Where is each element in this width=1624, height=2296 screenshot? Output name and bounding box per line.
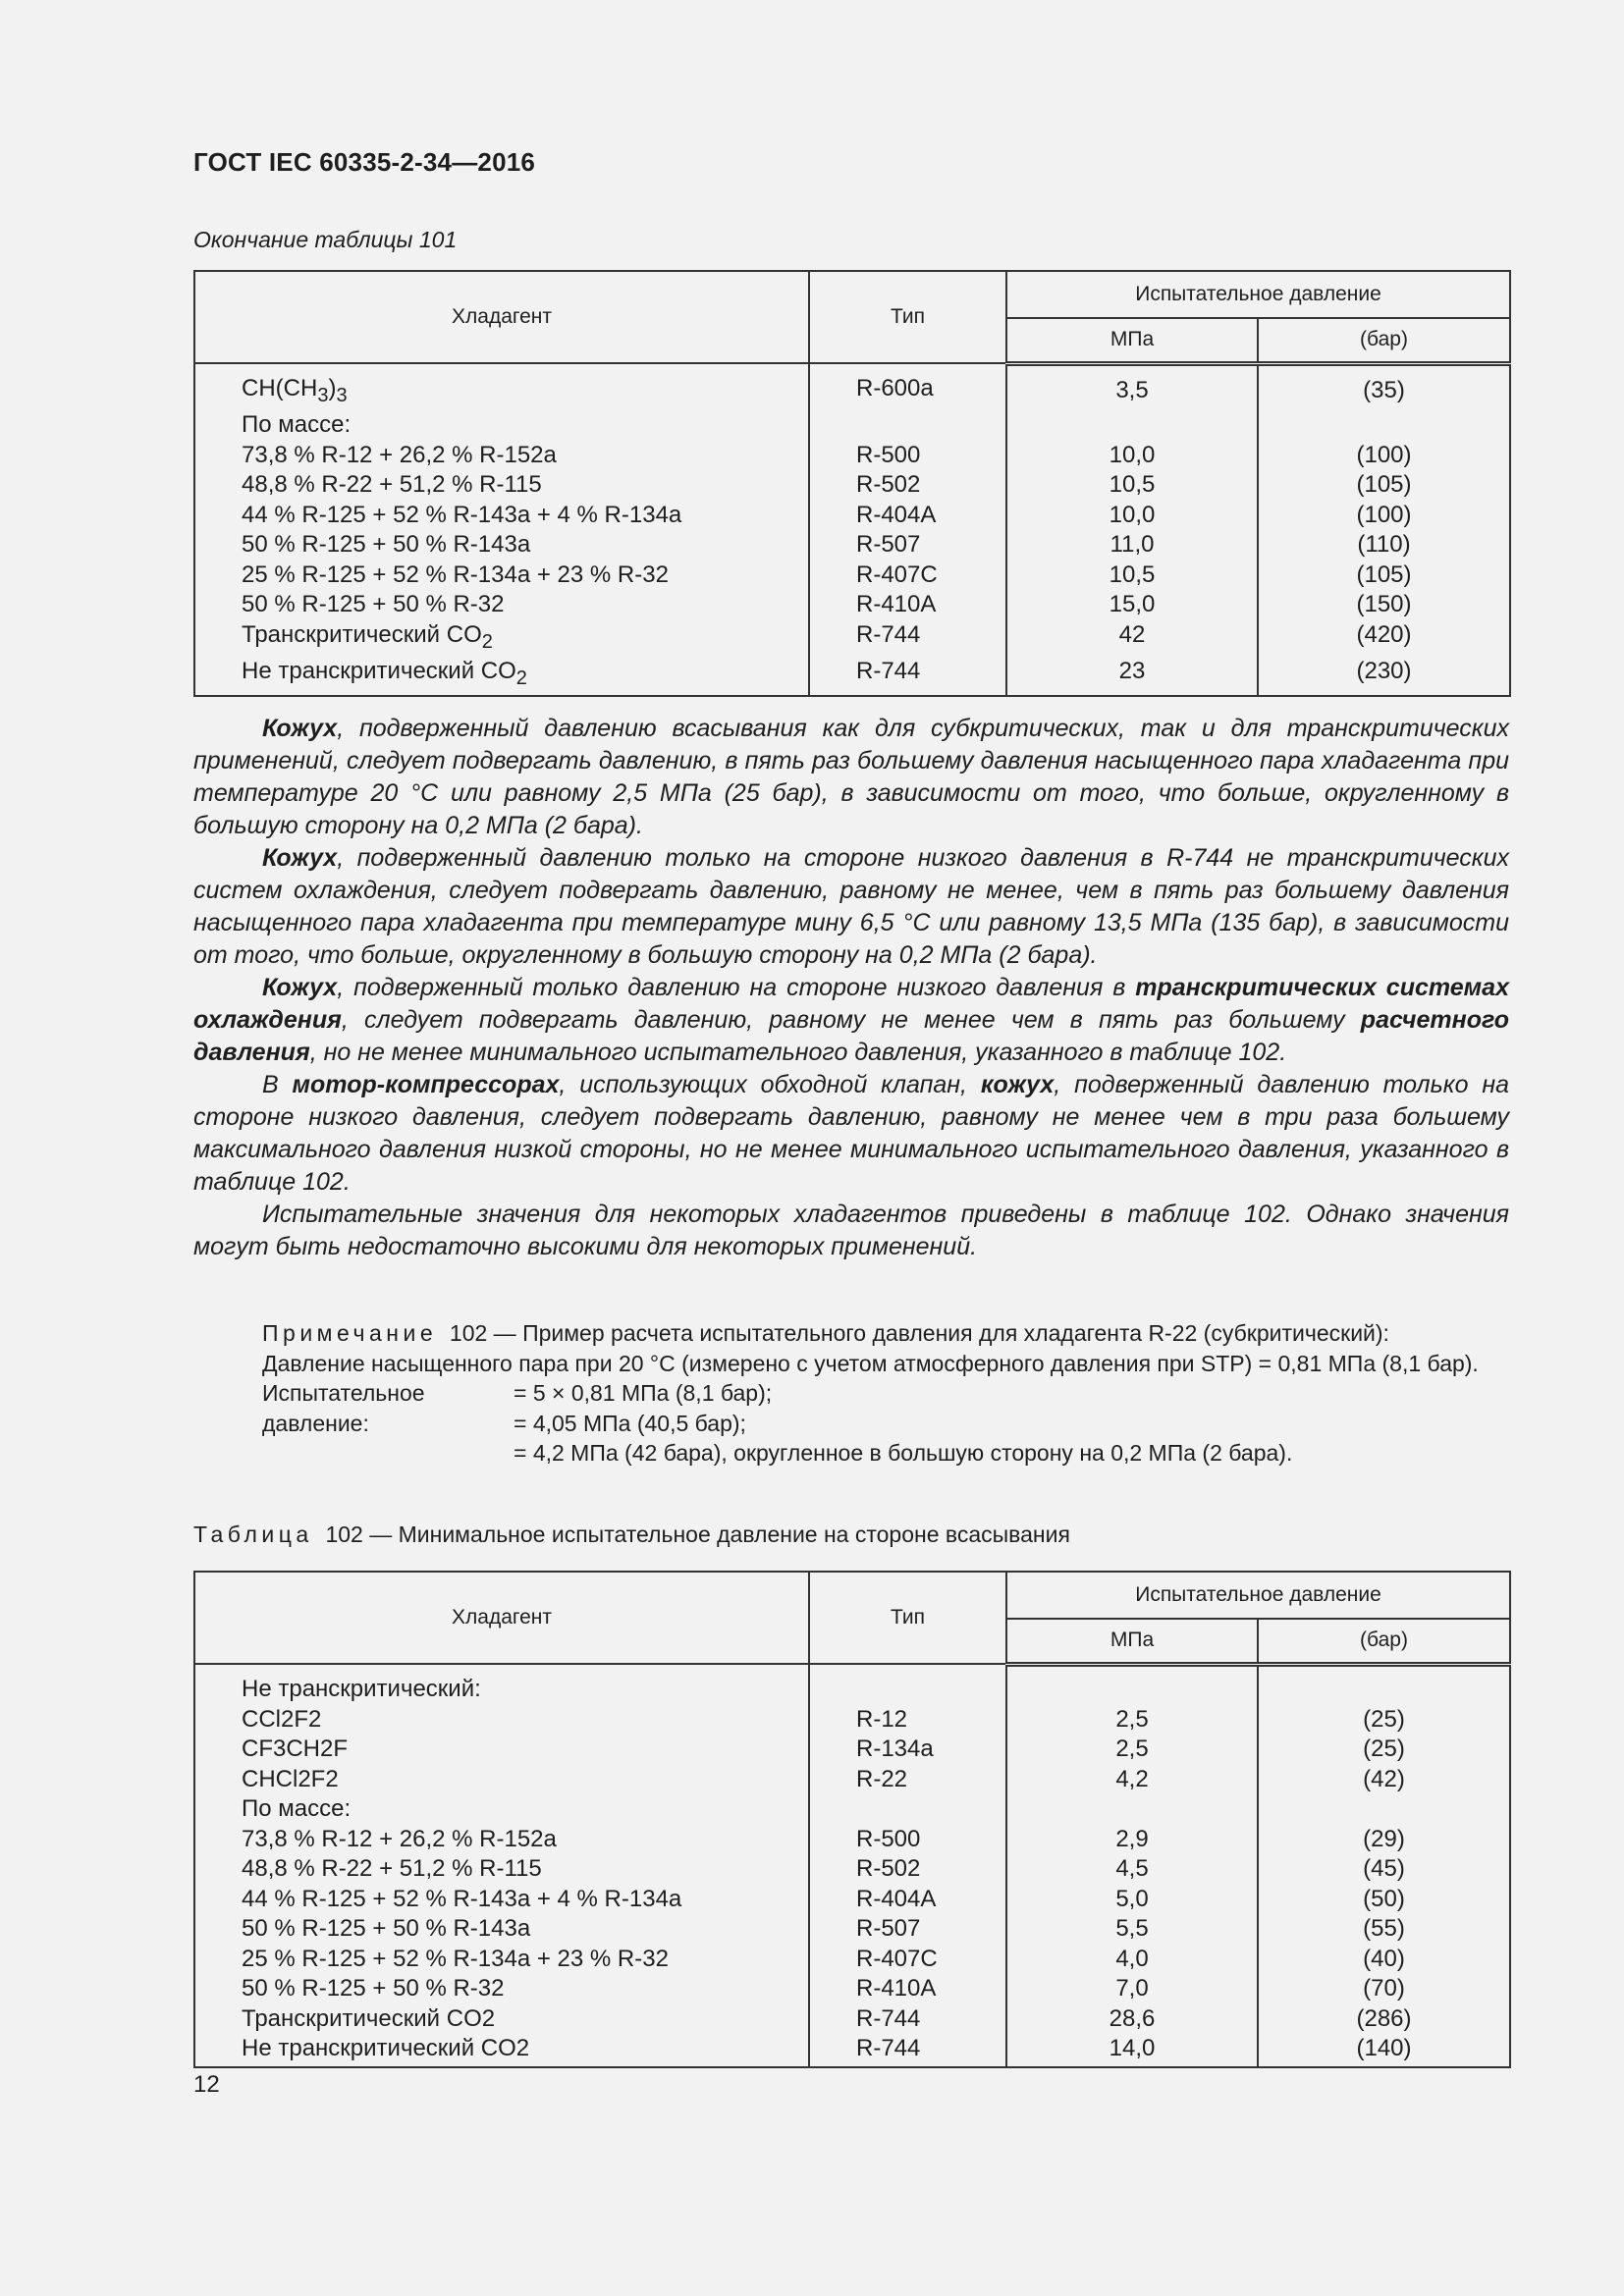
table-row	[194, 501, 1510, 531]
mpa-cell: 3,5	[1006, 363, 1258, 410]
table-101-continuation	[193, 270, 1511, 697]
table-row	[194, 363, 1510, 410]
refrigerant-cell: 48,8 % R-22 + 51,2 % R-115	[194, 1854, 809, 1885]
mpa-cell: 10,5	[1006, 470, 1258, 501]
table-row	[194, 1974, 1510, 2004]
refrigerant-cell: 44 % R-125 + 52 % R-143a + 4 % R-134a	[194, 1885, 809, 1915]
mpa-cell: 11,0	[1006, 530, 1258, 561]
mpa-cell	[1006, 1794, 1258, 1825]
refrigerant-cell: Не транскритический:	[194, 1664, 809, 1705]
refrigerant-cell: Не транскритический $CO_2$	[194, 657, 809, 696]
body-paragraph: Кожух, подверженный только давлению на стороне низкого давления в транскритических системах охлаждения, следует подвергать давлению, равному не менее чем в пять раз большему расчетного давления, но не менее минимального испытательного давления, указанного в таблице 102.	[193, 974, 1509, 1066]
table-row	[194, 1945, 1510, 1975]
mpa-cell: 4,5	[1006, 1854, 1258, 1885]
bar-cell: (420)	[1258, 620, 1510, 657]
mpa-cell: 23	[1006, 657, 1258, 696]
table-row	[194, 1885, 1510, 1915]
table-row	[194, 1854, 1510, 1885]
refrigerant-cell: 48,8 % R-22 + 51,2 % R-115	[194, 470, 809, 501]
calc-line: = 4,2 МПа (42 бара), округленное в большую сторону на 0,2 МПа (2 бара).	[514, 1440, 1293, 1466]
bar-cell: (25)	[1258, 1735, 1510, 1765]
type-cell: R-500	[809, 441, 1006, 471]
table-row	[194, 470, 1510, 501]
mpa-cell: 28,6	[1006, 2004, 1258, 2035]
calc-lines	[514, 1378, 1292, 1468]
refrigerant-cell: Транскритический CO2	[194, 2004, 809, 2035]
bar-cell: (286)	[1258, 2004, 1510, 2035]
header-mpa: МПа	[1006, 318, 1258, 363]
refrigerant-cell: CF3CH2F	[194, 1735, 809, 1765]
table-row	[194, 2034, 1510, 2067]
bar-cell: (55)	[1258, 1914, 1510, 1945]
refrigerant-cell: 73,8 % R-12 + 26,2 % R-152a	[194, 1825, 809, 1855]
type-cell: R-407C	[809, 1945, 1006, 1975]
refrigerant-cell: Транскритический $CO_2$	[194, 620, 809, 657]
type-cell: R-744	[809, 657, 1006, 696]
bar-cell: (42)	[1258, 1765, 1510, 1795]
calc-line: = 5 × 0,81 МПа (8,1 бар);	[514, 1380, 773, 1406]
type-cell	[809, 1794, 1006, 1825]
type-cell: R-600a	[809, 363, 1006, 410]
refrigerant-cell: Не транскритический CO2	[194, 2034, 809, 2067]
note-line2: Давление насыщенного пара при 20 °С (измерено с учетом атмосферного давления при STP) = 0,81 МПа (8,1 бар).	[262, 1350, 1479, 1376]
type-cell: R-507	[809, 530, 1006, 561]
table1-caption: Окончание таблицы 101	[193, 227, 458, 252]
refrigerant-cell: 50 % R-125 + 50 % R-143a	[194, 1914, 809, 1945]
mpa-cell	[1006, 1664, 1258, 1705]
mpa-cell: 10,0	[1006, 501, 1258, 531]
bar-cell: (150)	[1258, 590, 1510, 620]
type-cell	[809, 1664, 1006, 1705]
table2-body	[194, 1664, 1510, 2067]
type-cell: R-22	[809, 1765, 1006, 1795]
mpa-cell: 2,9	[1006, 1825, 1258, 1855]
type-cell: R-404A	[809, 1885, 1006, 1915]
table-row	[194, 441, 1510, 471]
table-102	[193, 1571, 1511, 2068]
body-paragraph: Кожух, подверженный давлению всасывания как для субкритических, так и для транскритических применений, следует подвергать давлению, в пять раз большему давления насыщенного пара хладагента при температуре 20 °С или равному 2,5 МПа (25 бар), в зависимости от того, что больше, округленному в большую сторону на 0,2 МПа (2 бара).	[193, 715, 1509, 839]
header-mpa: МПа	[1006, 1619, 1258, 1664]
header-test-pressure: Испытательное давление	[1006, 271, 1510, 318]
table-row	[194, 1735, 1510, 1765]
body-paragraph: Кожух, подверженный давлению только на стороне низкого давления в R-744 не транскритических систем охлаждения, следует подвергать давлению, равному не менее, чем в пять раз большему давления насыщенного пара хладагента при температуре мину 6,5 °С или равному 13,5 МПа (135 бар), в зависимости от того, что больше, округленному в большую сторону на 0,2 МПа (2 бара).	[193, 844, 1509, 969]
bar-cell: (100)	[1258, 441, 1510, 471]
table-row	[194, 410, 1510, 441]
type-cell: R-744	[809, 620, 1006, 657]
bar-cell: (40)	[1258, 1945, 1510, 1975]
header-bar: (бар)	[1258, 1619, 1510, 1664]
table-row	[194, 1914, 1510, 1945]
header-bar: (бар)	[1258, 318, 1510, 363]
table2-caption	[193, 1522, 1070, 1548]
refrigerant-cell: CCl2F2	[194, 1705, 809, 1735]
mpa-cell: 5,5	[1006, 1914, 1258, 1945]
refrigerant-cell: 25 % R-125 + 52 % R-134a + 23 % R-32	[194, 1945, 809, 1975]
mpa-cell: 42	[1006, 620, 1258, 657]
table-row	[194, 530, 1510, 561]
mpa-cell: 10,5	[1006, 561, 1258, 591]
type-cell: R-502	[809, 1854, 1006, 1885]
bar-cell	[1258, 410, 1510, 441]
mpa-cell	[1006, 410, 1258, 441]
bar-cell: (35)	[1258, 363, 1510, 410]
type-cell: R-507	[809, 1914, 1006, 1945]
refrigerant-cell: $CH(CH_3)_3$	[194, 363, 809, 410]
note-text: 102 — Пример расчета испытательного давления для хладагента R-22 (субкритический):	[449, 1320, 1389, 1346]
refrigerant-cell: 50 % R-125 + 50 % R-143a	[194, 530, 809, 561]
page-number: 12	[193, 2071, 220, 2098]
body-paragraph: В мотор-компрессорах, использующих обходной клапан, кожух, подверженный давлению только на стороне низкого давления, следует подвергать давлению, равному не менее чем в три раза большему максимального давления низкой стороны, но не менее минимального испытательного давления, указанного в таблице 102.	[193, 1071, 1510, 1196]
note-label: Примечание	[262, 1320, 438, 1346]
type-cell: R-410A	[809, 1974, 1006, 2004]
table-row	[194, 620, 1510, 657]
bar-cell: (110)	[1258, 530, 1510, 561]
table-row	[194, 1705, 1510, 1735]
type-cell: R-134a	[809, 1735, 1006, 1765]
mpa-cell: 2,5	[1006, 1735, 1258, 1765]
mpa-cell: 7,0	[1006, 1974, 1258, 2004]
bar-cell: (70)	[1258, 1974, 1510, 2004]
type-cell: R-500	[809, 1825, 1006, 1855]
type-cell: R-407C	[809, 561, 1006, 591]
bar-cell: (105)	[1258, 470, 1510, 501]
type-cell: R-502	[809, 470, 1006, 501]
calc-label: Испытательное давление:	[262, 1380, 425, 1436]
bar-cell: (50)	[1258, 1885, 1510, 1915]
refrigerant-cell: CHCl2F2	[194, 1765, 809, 1795]
bar-cell: (45)	[1258, 1854, 1510, 1885]
refrigerant-cell: 50 % R-125 + 50 % R-32	[194, 590, 809, 620]
table-row	[194, 2004, 1510, 2035]
mpa-cell: 14,0	[1006, 2034, 1258, 2067]
type-cell: R-744	[809, 2004, 1006, 2035]
table-row	[194, 1825, 1510, 1855]
refrigerant-cell: 50 % R-125 + 50 % R-32	[194, 1974, 809, 2004]
note	[193, 1318, 1509, 1468]
table-row	[194, 590, 1510, 620]
mpa-cell: 4,2	[1006, 1765, 1258, 1795]
table-row	[194, 1664, 1510, 1705]
header-refrigerant: Хладагент	[194, 271, 809, 363]
type-cell: R-744	[809, 2034, 1006, 2067]
document-header: ГОСТ IEC 60335-2-34—2016	[193, 147, 536, 177]
table-row	[194, 561, 1510, 591]
bar-cell	[1258, 1794, 1510, 1825]
body-text	[193, 713, 1509, 1263]
type-cell: R-404A	[809, 501, 1006, 531]
refrigerant-cell: 73,8 % R-12 + 26,2 % R-152a	[194, 441, 809, 471]
table-row	[194, 657, 1510, 696]
type-cell: R-12	[809, 1705, 1006, 1735]
table1-body	[194, 363, 1510, 696]
type-cell	[809, 410, 1006, 441]
bar-cell: (25)	[1258, 1705, 1510, 1735]
bar-cell	[1258, 1664, 1510, 1705]
table2-caption-text: 102 — Минимальное испытательное давление на стороне всасывания	[325, 1522, 1070, 1547]
refrigerant-cell: По массе:	[194, 410, 809, 441]
refrigerant-cell: 44 % R-125 + 52 % R-143a + 4 % R-134a	[194, 501, 809, 531]
bar-cell: (105)	[1258, 561, 1510, 591]
header-refrigerant: Хладагент	[194, 1572, 809, 1664]
table2-caption-label: Таблица	[193, 1522, 313, 1547]
bar-cell: (100)	[1258, 501, 1510, 531]
bar-cell: (140)	[1258, 2034, 1510, 2067]
mpa-cell: 4,0	[1006, 1945, 1258, 1975]
mpa-cell: 15,0	[1006, 590, 1258, 620]
body-paragraph: Испытательные значения для некоторых хладагентов приведены в таблице 102. Однако значения могут быть недостаточно высокими для некоторых применений.	[193, 1201, 1509, 1260]
refrigerant-cell: По массе:	[194, 1794, 809, 1825]
mpa-cell: 5,0	[1006, 1885, 1258, 1915]
mpa-cell: 2,5	[1006, 1705, 1258, 1735]
bar-cell: (29)	[1258, 1825, 1510, 1855]
bar-cell: (230)	[1258, 657, 1510, 696]
header-type: Тип	[809, 1572, 1006, 1664]
header-type: Тип	[809, 271, 1006, 363]
table-row	[194, 1794, 1510, 1825]
mpa-cell: 10,0	[1006, 441, 1258, 471]
type-cell: R-410A	[809, 590, 1006, 620]
calc-line: = 4,05 МПа (40,5 бар);	[514, 1410, 746, 1436]
table-row	[194, 1765, 1510, 1795]
refrigerant-cell: 25 % R-125 + 52 % R-134a + 23 % R-32	[194, 561, 809, 591]
header-test-pressure: Испытательное давление	[1006, 1572, 1510, 1619]
